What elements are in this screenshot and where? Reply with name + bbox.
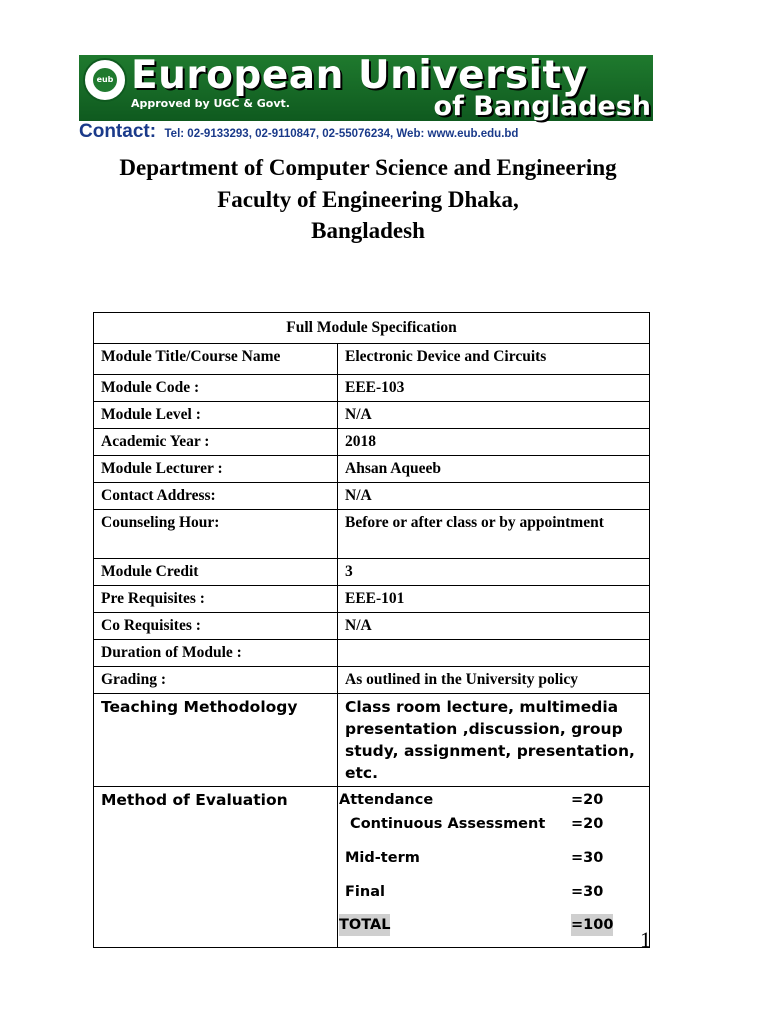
row-value: EEE-101 <box>338 586 650 613</box>
contact-label: Contact: <box>79 121 157 142</box>
row-value: Class room lecture, multimedia presentation ,discussion, group study, assignment, presentation, etc. <box>338 694 650 787</box>
university-country: of Bangladesh <box>433 91 651 122</box>
evaluation-total-name: TOTAL <box>339 914 390 936</box>
table-row <box>94 429 650 456</box>
table-row <box>94 694 650 787</box>
logo-text: eub <box>93 68 117 92</box>
evaluation-item-value: =20 <box>571 816 604 832</box>
table-row <box>94 613 650 640</box>
row-value: 3 <box>338 559 650 586</box>
row-label: Counseling Hour: <box>94 510 338 559</box>
evaluation-item-name: Attendance <box>339 792 434 808</box>
table-row <box>94 344 650 375</box>
table-title-row <box>94 313 650 344</box>
row-value: N/A <box>338 613 650 640</box>
row-label: Teaching Methodology <box>94 694 338 787</box>
row-label: Module Lecturer : <box>94 456 338 483</box>
row-value: Ahsan Aqueeb <box>338 456 650 483</box>
page-number: 1 <box>640 927 651 952</box>
table-row <box>94 640 650 667</box>
row-value: N/A <box>338 402 650 429</box>
row-label: Module Title/Course Name <box>94 344 338 375</box>
evaluation-item-name: Mid-term <box>345 850 420 866</box>
evaluation-label: Method of Evaluation <box>94 787 338 948</box>
evaluation-list <box>338 787 649 943</box>
row-label: Grading : <box>94 667 338 694</box>
evaluation-item-value: =30 <box>571 884 604 900</box>
row-value: EEE-103 <box>338 375 650 402</box>
table-row <box>94 667 650 694</box>
university-name: European University <box>131 53 588 98</box>
table-row <box>94 456 650 483</box>
table-row <box>94 586 650 613</box>
row-label: Module Credit <box>94 559 338 586</box>
evaluation-item-name: Final <box>345 884 385 900</box>
table-row <box>94 402 650 429</box>
row-label: Module Level : <box>94 402 338 429</box>
evaluation-item-name: Continuous Assessment <box>345 816 546 832</box>
evaluation-breakdown <box>338 787 650 948</box>
table-row <box>94 559 650 586</box>
evaluation-row <box>94 787 650 948</box>
module-specification-table <box>93 312 650 948</box>
row-value: As outlined in the University policy <box>338 667 650 694</box>
row-value: 2018 <box>338 429 650 456</box>
row-value: Before or after class or by appointment <box>338 510 650 559</box>
department-heading: Department of Computer Science and Engineering <box>119 155 617 180</box>
row-label: Module Code : <box>94 375 338 402</box>
table-row <box>94 375 650 402</box>
table-row <box>94 483 650 510</box>
table-row <box>94 510 650 559</box>
row-label: Co Requisites : <box>94 613 338 640</box>
row-value: Electronic Device and Circuits <box>338 344 650 375</box>
approval-text: Approved by UGC & Govt. <box>131 97 290 110</box>
row-label: Duration of Module : <box>94 640 338 667</box>
country-heading: Bangladesh <box>311 218 425 243</box>
contact-details: Tel: 02-9133293, 02-9110847, 02-55076234, Web: www.eub.edu.bd <box>164 128 519 140</box>
contact-row <box>79 121 653 145</box>
row-value <box>338 640 650 667</box>
faculty-heading: Faculty of Engineering Dhaka, <box>217 187 519 212</box>
university-banner <box>79 55 653 145</box>
evaluation-total-value: =100 <box>571 914 613 936</box>
row-value: N/A <box>338 483 650 510</box>
row-label: Contact Address: <box>94 483 338 510</box>
table-title: Full Module Specification <box>94 313 650 344</box>
evaluation-item-value: =20 <box>571 792 604 808</box>
university-logo-icon <box>83 58 127 102</box>
row-label: Academic Year : <box>94 429 338 456</box>
row-label: Pre Requisites : <box>94 586 338 613</box>
evaluation-item-value: =30 <box>571 850 604 866</box>
banner-title-area <box>79 55 653 121</box>
